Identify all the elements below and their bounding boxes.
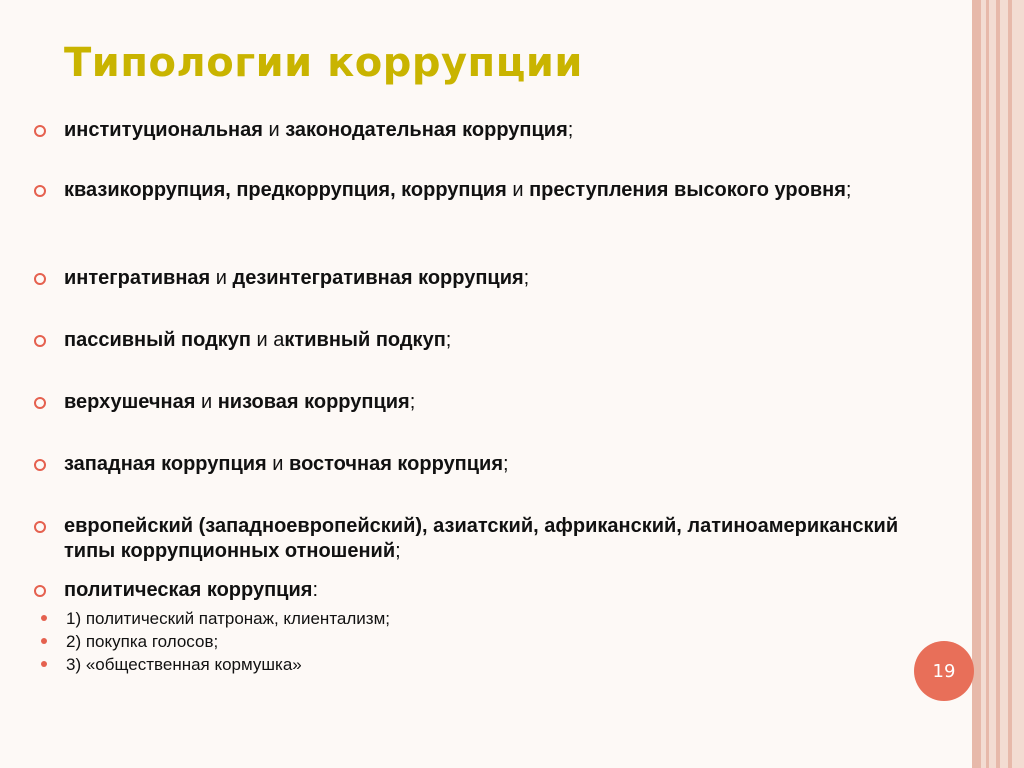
list-item-text <box>64 266 529 291</box>
dot-bullet-icon <box>41 615 47 621</box>
text-run: ; <box>523 267 530 289</box>
sub-list-item <box>30 607 390 630</box>
list-item <box>30 178 851 203</box>
text-run: : <box>312 579 318 601</box>
text-run: ; <box>567 119 574 141</box>
text-run: преступления высокого уровня <box>529 179 846 201</box>
ring-bullet-icon <box>34 125 46 137</box>
list-item-text <box>64 178 851 203</box>
text-run: ; <box>395 540 401 562</box>
border-stripe <box>996 0 1000 768</box>
sub-list <box>30 607 390 676</box>
ring-bullet-icon <box>34 459 46 471</box>
text-run: и <box>266 453 290 475</box>
text-run: политическая коррупция <box>64 579 313 601</box>
dot-bullet-icon <box>41 638 47 644</box>
text-run: и а <box>251 329 285 351</box>
sub-list-item <box>30 630 390 653</box>
page-number-badge: 19 <box>914 641 974 701</box>
text-run: и <box>262 119 286 141</box>
text-run: ; <box>503 453 509 475</box>
text-run: ; <box>845 179 852 201</box>
list-item-text <box>64 118 573 143</box>
text-run: дезинтегративная коррупция <box>232 267 524 289</box>
sub-list-item-text: 3) «общественная кормушка» <box>66 655 302 674</box>
border-stripe <box>1008 0 1012 768</box>
text-run: западная коррупция <box>64 453 267 475</box>
text-run: ; <box>445 329 452 351</box>
list-item <box>30 328 451 353</box>
border-stripe <box>972 0 981 768</box>
list-item-text <box>64 390 415 415</box>
list-item <box>30 578 390 676</box>
border-stripe <box>986 0 989 768</box>
list-item-text <box>64 578 390 603</box>
list-item-text <box>64 328 451 353</box>
ring-bullet-icon <box>34 521 46 533</box>
text-run: пассивный подкуп <box>64 329 251 351</box>
ring-bullet-icon <box>34 273 46 285</box>
sub-list-item-text: 2) покупка голосов; <box>66 632 219 651</box>
ring-bullet-icon <box>34 585 46 597</box>
text-run: квазикоррупция, предкоррупция, коррупция <box>64 179 507 201</box>
sub-list-item <box>30 653 390 676</box>
dot-bullet-icon <box>41 661 47 667</box>
text-run: европейский (западноевропейский), азиатский, африканский, латиноамериканский типы коррупционных отношений <box>64 515 899 562</box>
text-run: ктивный подкуп <box>284 329 446 351</box>
text-run: верхушечная <box>64 391 196 413</box>
text-run: низовая коррупция <box>217 391 410 413</box>
list-item-text <box>64 514 945 564</box>
list-item <box>30 266 529 291</box>
list-item <box>30 390 415 415</box>
text-run: и <box>210 267 233 289</box>
list-item <box>30 452 509 477</box>
sub-list-item-text: 1) политический патронаж, клиентализм; <box>66 609 390 628</box>
ring-bullet-icon <box>34 185 46 197</box>
text-run: интегративная <box>64 267 211 289</box>
text-run: восточная коррупция <box>289 453 504 475</box>
decorative-right-border <box>972 0 1024 768</box>
list-item <box>30 514 945 564</box>
list-item-text <box>64 452 509 477</box>
ring-bullet-icon <box>34 335 46 347</box>
list-item <box>30 118 573 143</box>
text-run: и <box>506 179 530 201</box>
text-run: институциональная <box>64 119 263 141</box>
text-run: законодательная коррупция <box>285 119 568 141</box>
text-run: ; <box>409 391 416 413</box>
slide-title: Типологии коррупции <box>64 40 583 86</box>
ring-bullet-icon <box>34 397 46 409</box>
text-run: и <box>195 391 218 413</box>
